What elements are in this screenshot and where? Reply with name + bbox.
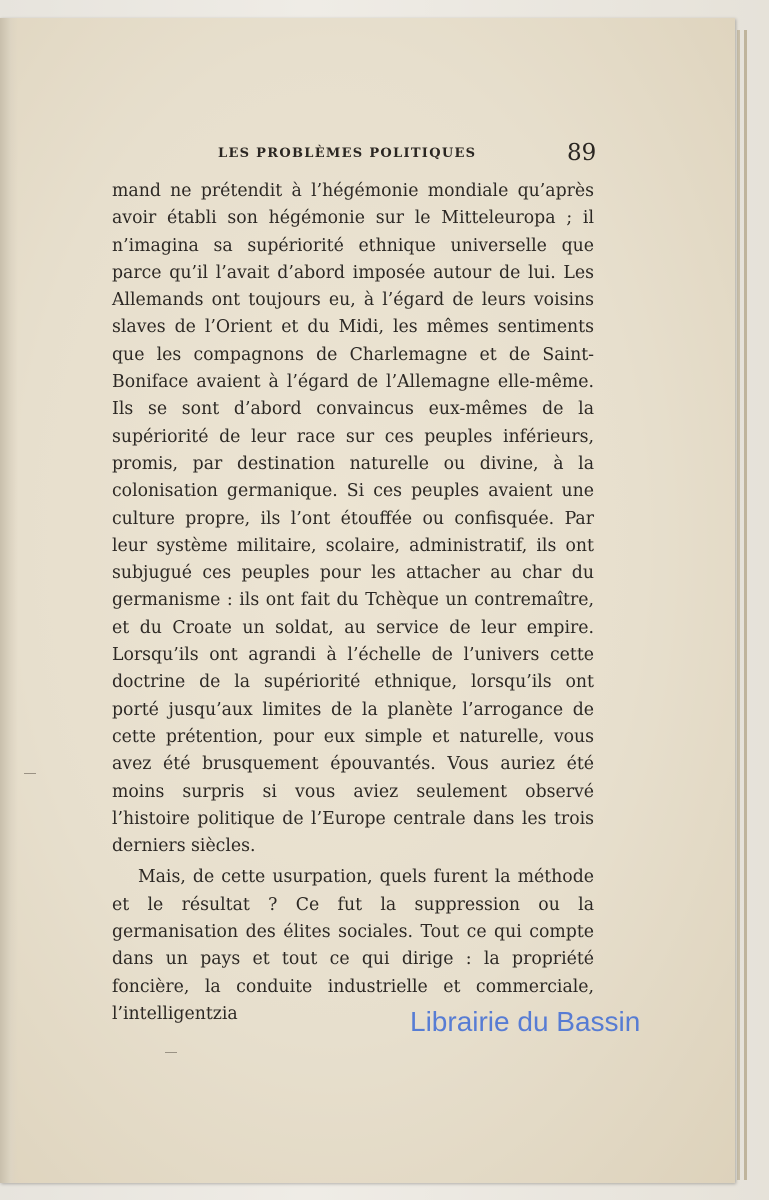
page-header: [0, 140, 769, 174]
margin-mark: [165, 1052, 177, 1053]
page-edge-stack: [744, 30, 747, 1180]
paragraph: mand ne prétendit à l’hégémonie mondiale qu’après avoir établi son hégémonie sur le Mitteleuropa ; il n’imagina sa supériorité ethnique universelle que parce qu’il l’avait d’abord imposée autour de lui. Les Allemands ont toujours eu, à l’égard de leurs voisins slaves de l’Orient et du Midi, les mêmes sentiments que les compagnons de Charlemagne et de Saint-Boniface avaient à l’égard de l’Allemagne elle-même. Ils se sont d’abord convaincus eux-mêmes de la supériorité de leur race sur ces peuples inférieurs, promis, par destination naturelle ou divine, à la colonisation germanique. Si ces peuples avaient une culture propre, ils l’ont étouffée ou confisquée. Par leur système militaire, scolaire, administratif, ils ont subjugué ces peuples pour les attacher au char du germanisme : ils ont fait du Tchèque un contremaître, et du Croate un soldat, au service de leur empire. Lorsqu’ils ont agrandi à l’échelle de l’univers cette doctrine de la supériorité ethnique, lorsqu’ils ont porté jusqu’aux limites de la planète l’arrogance de cette prétention, pour eux simple et naturelle, vous avez été brusquement épouvantés. Vous auriez été moins surpris si vous aviez seulement observé l’histoire politique de l’Europe centrale dans les trois derniers siècles.: [112, 181, 594, 857]
paragraph: Mais, de cette usurpation, quels furent la méthode et le résultat ? Ce fut la suppression ou la germanisation des élites sociales. Tout ce qui compte dans un pays et tout ce qui dirige : la propriété foncière, la conduite industrielle et commerciale, l’intelligentzia: [112, 867, 594, 1024]
book-gutter: [0, 18, 18, 1183]
page-body: [112, 178, 594, 1028]
page-edge-stack: [737, 30, 740, 1180]
page-number: 89: [567, 140, 597, 166]
watermark: Librairie du Bassin: [410, 1006, 641, 1037]
margin-mark: [24, 773, 36, 774]
running-head: LES PROBLÈMES POLITIQUES: [218, 146, 477, 161]
